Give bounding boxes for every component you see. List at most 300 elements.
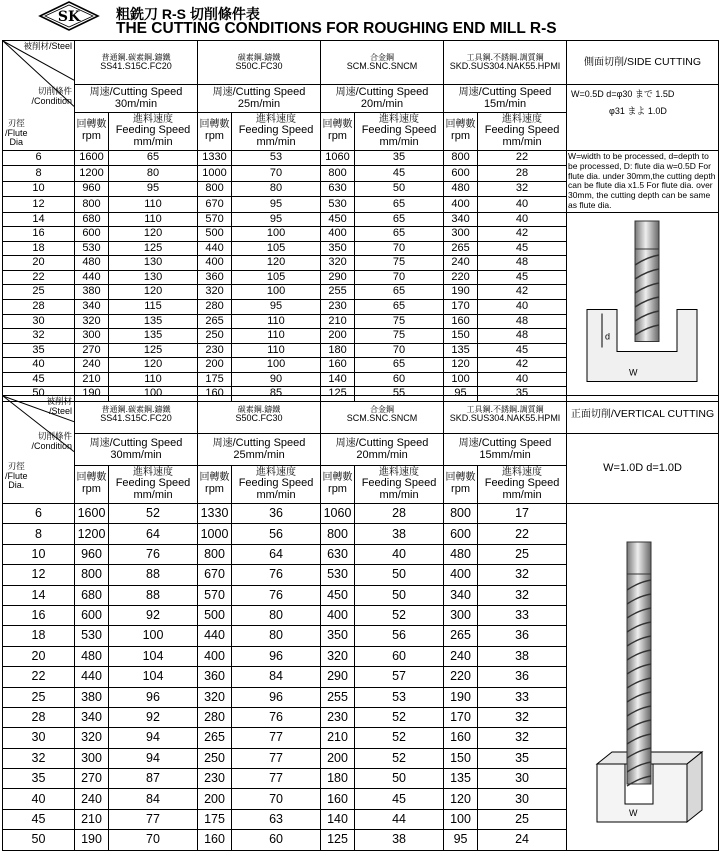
rpm-cell: 190: [444, 285, 478, 300]
rpm-cell: 1600: [75, 504, 109, 524]
rpm-cell: 400: [321, 605, 355, 625]
side-cutting-parameters: W=0.5D d=φ30 まで 1.5D φ31 まよ 1.0D: [567, 85, 719, 151]
flute-dia-label: 刃徑 /Flute Dia: [5, 119, 28, 148]
material-col-4: 工具鋼.不銹鋼.調質鋼 SKD.SUS304.NAK55.HPMI: [444, 396, 567, 434]
feed-cell: 85: [232, 387, 321, 402]
rpm-cell: 270: [75, 343, 109, 358]
feed-cell: 33: [478, 687, 567, 707]
feed-cell: 40: [355, 544, 444, 564]
feed-header: 進料速度 Feeding Speed mm/min: [109, 113, 198, 151]
rpm-cell: 320: [321, 256, 355, 271]
feed-header: 進料速度 Feeding Speed mm/min: [478, 466, 567, 504]
table-row: [3, 151, 719, 166]
feed-cell: 38: [355, 524, 444, 544]
feed-cell: 110: [232, 343, 321, 358]
rpm-cell: 480: [444, 181, 478, 196]
feed-cell: 110: [109, 197, 198, 212]
feed-cell: 32: [478, 565, 567, 585]
feed-cell: 65: [355, 299, 444, 314]
rpm-cell: 160: [321, 789, 355, 809]
feed-cell: 44: [355, 809, 444, 829]
feed-cell: 38: [355, 830, 444, 850]
feed-cell: 45: [478, 241, 567, 256]
feed-cell: 100: [109, 387, 198, 402]
rpm-cell: 250: [198, 748, 232, 768]
feed-cell: 100: [232, 227, 321, 242]
feed-cell: 130: [109, 256, 198, 271]
feed-cell: 77: [109, 809, 198, 829]
flute-dia-cell: 50: [3, 387, 75, 402]
flute-dia-cell: 40: [3, 789, 75, 809]
rpm-cell: 270: [75, 769, 109, 789]
feed-cell: 48: [478, 329, 567, 344]
feed-cell: 105: [232, 241, 321, 256]
feed-cell: 30: [478, 789, 567, 809]
side-cutting-diagram: [567, 213, 717, 402]
feed-cell: 50: [355, 565, 444, 585]
flute-dia-cell: 14: [3, 212, 75, 227]
flute-dia-cell: 20: [3, 256, 75, 271]
rpm-header: 回轉數 rpm: [198, 113, 232, 151]
feed-header: 進料速度 Feeding Speed mm/min: [355, 113, 444, 151]
feed-cell: 120: [109, 358, 198, 373]
material-col-3: 合金鋼 SCM.SNC.SNCM: [321, 396, 444, 434]
rpm-cell: 230: [198, 769, 232, 789]
flute-dia-cell: 45: [3, 372, 75, 387]
feed-cell: 80: [109, 166, 198, 181]
rpm-cell: 300: [75, 329, 109, 344]
feed-cell: 35: [355, 151, 444, 166]
flute-dia-cell: 8: [3, 166, 75, 181]
feed-cell: 35: [478, 748, 567, 768]
feed-cell: 80: [232, 605, 321, 625]
rpm-cell: 320: [321, 646, 355, 666]
speed-col-1: 周速/Cutting Speed 30m/min: [75, 85, 198, 113]
feed-cell: 70: [232, 166, 321, 181]
rpm-cell: 280: [198, 299, 232, 314]
rpm-cell: 320: [75, 314, 109, 329]
rpm-cell: 340: [444, 585, 478, 605]
feed-cell: 28: [478, 166, 567, 181]
rpm-cell: 240: [444, 646, 478, 666]
feed-cell: 36: [232, 504, 321, 524]
rpm-cell: 360: [198, 270, 232, 285]
rpm-cell: 1000: [198, 166, 232, 181]
rpm-cell: 380: [75, 687, 109, 707]
rpm-cell: 200: [198, 358, 232, 373]
feed-cell: 48: [478, 256, 567, 271]
flute-dia-cell: 28: [3, 707, 75, 727]
feed-cell: 75: [355, 314, 444, 329]
rpm-cell: 600: [444, 524, 478, 544]
rpm-cell: 125: [321, 387, 355, 402]
condition-label: 切削條件 /Condition: [31, 87, 72, 106]
rpm-cell: 440: [198, 241, 232, 256]
rpm-cell: 230: [321, 299, 355, 314]
feed-cell: 135: [109, 329, 198, 344]
feed-cell: 77: [232, 769, 321, 789]
rpm-cell: 95: [444, 387, 478, 402]
svg-text:d: d: [605, 331, 611, 342]
rpm-cell: 160: [444, 314, 478, 329]
flute-dia-cell: 25: [3, 285, 75, 300]
vertical-cutting-title: 正面切削/VERTICAL CUTTING: [567, 396, 719, 434]
speed-col-1: 周速/Cutting Speed 30mm/min: [75, 434, 198, 466]
rpm-cell: 570: [198, 212, 232, 227]
rpm-cell: 135: [444, 343, 478, 358]
rpm-cell: 320: [198, 285, 232, 300]
flute-dia-cell: 6: [3, 151, 75, 166]
feed-cell: 30: [478, 769, 567, 789]
feed-cell: 57: [355, 667, 444, 687]
title-chinese: 粗銑刀 R-S 切削條件表: [116, 6, 260, 22]
flute-dia-cell: 12: [3, 565, 75, 585]
feed-cell: 94: [109, 748, 198, 768]
feed-cell: 95: [109, 181, 198, 196]
cutting-depth-note: W=width to be processed, d=depth to be processed, D: flute dia w=0.5D For flute dia. under 30mm,the cutting depth can be flute dia x1.5 For flute dia. over 30mm, the cutting depth can be same as flute dia.: [567, 151, 719, 213]
rpm-cell: 600: [75, 605, 109, 625]
feed-cell: 40: [478, 299, 567, 314]
feed-cell: 33: [478, 605, 567, 625]
flute-dia-cell: 30: [3, 314, 75, 329]
rpm-cell: 350: [321, 241, 355, 256]
vertical-cutting-diagram: [567, 534, 717, 834]
feed-cell: 45: [355, 166, 444, 181]
material-col-4: 工具鋼.不銹鋼.調質鋼 SKD.SUS304.NAK55.HPMI: [444, 41, 567, 85]
steel-label: 被削材/Steel: [23, 41, 72, 52]
material-col-3: 合金鋼 SCM.SNC.SNCM: [321, 41, 444, 85]
feed-cell: 77: [232, 728, 321, 748]
rpm-cell: 1060: [321, 504, 355, 524]
feed-cell: 24: [478, 830, 567, 850]
feed-cell: 70: [355, 270, 444, 285]
feed-cell: 32: [478, 707, 567, 727]
header-corner: [3, 396, 75, 504]
speed-col-4: 周速/Cutting Speed 15m/min: [444, 85, 567, 113]
rpm-cell: 480: [444, 544, 478, 564]
rpm-cell: 800: [75, 565, 109, 585]
feed-cell: 63: [232, 809, 321, 829]
feed-cell: 95: [232, 299, 321, 314]
rpm-cell: 120: [444, 358, 478, 373]
feed-cell: 64: [109, 524, 198, 544]
feed-cell: 17: [478, 504, 567, 524]
feed-cell: 55: [355, 387, 444, 402]
rpm-cell: 175: [198, 372, 232, 387]
rpm-header: 回轉數 rpm: [321, 466, 355, 504]
rpm-cell: 230: [321, 707, 355, 727]
svg-text:W: W: [629, 808, 638, 818]
feed-cell: 50: [355, 585, 444, 605]
rpm-cell: 400: [444, 565, 478, 585]
feed-cell: 75: [355, 329, 444, 344]
rpm-cell: 200: [321, 329, 355, 344]
rpm-cell: 160: [198, 830, 232, 850]
rpm-cell: 800: [321, 166, 355, 181]
feed-cell: 105: [232, 270, 321, 285]
page-header: [0, 0, 700, 40]
feed-cell: 28: [355, 504, 444, 524]
rpm-cell: 530: [75, 626, 109, 646]
sk-logo: [38, 1, 100, 31]
rpm-cell: 960: [75, 181, 109, 196]
rpm-cell: 190: [75, 387, 109, 402]
header-corner: [3, 41, 75, 151]
feed-header: 進料速度 Feeding Speed mm/min: [232, 466, 321, 504]
feed-cell: 36: [478, 667, 567, 687]
feed-cell: 110: [232, 329, 321, 344]
flute-dia-cell: 10: [3, 181, 75, 196]
feed-cell: 76: [232, 707, 321, 727]
rpm-cell: 440: [198, 626, 232, 646]
feed-cell: 22: [478, 151, 567, 166]
flute-dia-cell: 6: [3, 504, 75, 524]
rpm-cell: 1000: [198, 524, 232, 544]
feed-cell: 42: [478, 285, 567, 300]
rpm-cell: 600: [75, 227, 109, 242]
rpm-cell: 220: [444, 270, 478, 285]
rpm-cell: 1330: [198, 504, 232, 524]
feed-cell: 100: [232, 358, 321, 373]
rpm-cell: 340: [444, 212, 478, 227]
feed-cell: 36: [478, 626, 567, 646]
flute-dia-cell: 35: [3, 343, 75, 358]
feed-cell: 50: [355, 769, 444, 789]
feed-cell: 40: [478, 372, 567, 387]
flute-dia-cell: 14: [3, 585, 75, 605]
rpm-cell: 150: [444, 329, 478, 344]
flute-dia-cell: 32: [3, 329, 75, 344]
rpm-cell: 450: [321, 212, 355, 227]
feed-cell: 76: [232, 585, 321, 605]
rpm-cell: 670: [198, 565, 232, 585]
rpm-cell: 265: [444, 241, 478, 256]
rpm-cell: 800: [444, 504, 478, 524]
feed-cell: 42: [478, 227, 567, 242]
rpm-cell: 210: [321, 728, 355, 748]
rpm-cell: 190: [444, 687, 478, 707]
svg-text:W: W: [629, 367, 638, 378]
flute-dia-cell: 40: [3, 358, 75, 373]
rpm-cell: 160: [444, 728, 478, 748]
rpm-cell: 250: [198, 329, 232, 344]
feed-cell: 35: [478, 387, 567, 402]
rpm-cell: 480: [75, 256, 109, 271]
rpm-cell: 265: [198, 728, 232, 748]
rpm-cell: 600: [444, 166, 478, 181]
feed-cell: 110: [109, 212, 198, 227]
speed-col-2: 周速/Cutting Speed 25m/min: [198, 85, 321, 113]
material-col-1: 普通鋼.碳素鋼.鑄鐵 SS41.S15C.FC20: [75, 41, 198, 85]
feed-cell: 60: [355, 372, 444, 387]
feed-cell: 53: [355, 687, 444, 707]
flute-dia-cell: 12: [3, 197, 75, 212]
flute-dia-cell: 16: [3, 605, 75, 625]
table-row: [3, 212, 719, 227]
rpm-cell: 265: [198, 314, 232, 329]
rpm-cell: 680: [75, 585, 109, 605]
feed-cell: 32: [478, 181, 567, 196]
feed-cell: 88: [109, 565, 198, 585]
flute-dia-cell: 8: [3, 524, 75, 544]
title-english: THE CUTTING CONDITIONS FOR ROUGHING END MILL R-S: [116, 20, 557, 37]
feed-cell: 120: [109, 285, 198, 300]
feed-cell: 77: [232, 748, 321, 768]
feed-cell: 22: [478, 524, 567, 544]
rpm-cell: 400: [321, 227, 355, 242]
rpm-cell: 440: [75, 270, 109, 285]
rpm-cell: 400: [198, 646, 232, 666]
rpm-cell: 670: [198, 197, 232, 212]
rpm-cell: 630: [321, 181, 355, 196]
side-cutting-title: 側面切削/SIDE CUTTING: [567, 41, 719, 85]
feed-cell: 65: [355, 197, 444, 212]
rpm-cell: 170: [444, 707, 478, 727]
speed-col-3: 周速/Cutting Speed 20m/min: [321, 85, 444, 113]
rpm-cell: 350: [321, 626, 355, 646]
rpm-cell: 440: [75, 667, 109, 687]
rpm-cell: 800: [198, 181, 232, 196]
feed-header: 進料速度 Feeding Speed mm/min: [109, 466, 198, 504]
feed-cell: 42: [478, 358, 567, 373]
flute-dia-cell: 30: [3, 728, 75, 748]
feed-cell: 70: [355, 343, 444, 358]
feed-cell: 64: [232, 544, 321, 564]
rpm-cell: 210: [321, 314, 355, 329]
rpm-cell: 175: [198, 809, 232, 829]
feed-cell: 90: [232, 372, 321, 387]
speed-col-3: 周速/Cutting Speed 20mm/min: [321, 434, 444, 466]
feed-cell: 52: [355, 748, 444, 768]
feed-cell: 130: [109, 270, 198, 285]
rpm-cell: 180: [321, 769, 355, 789]
feed-cell: 70: [355, 241, 444, 256]
rpm-cell: 100: [444, 372, 478, 387]
feed-cell: 84: [109, 789, 198, 809]
rpm-cell: 290: [321, 270, 355, 285]
feed-cell: 76: [232, 565, 321, 585]
feed-cell: 65: [355, 358, 444, 373]
rpm-cell: 680: [75, 212, 109, 227]
feed-header: 進料速度 Feeding Speed mm/min: [355, 466, 444, 504]
feed-cell: 80: [232, 181, 321, 196]
flute-dia-cell: 20: [3, 646, 75, 666]
feed-cell: 70: [109, 830, 198, 850]
flute-dia-cell: 32: [3, 748, 75, 768]
feed-cell: 104: [109, 646, 198, 666]
rpm-cell: 530: [321, 197, 355, 212]
material-col-2: 碳素鋼.鑄鐵 S50C.FC30: [198, 41, 321, 85]
feed-cell: 45: [355, 789, 444, 809]
feed-cell: 135: [109, 314, 198, 329]
feed-cell: 56: [355, 626, 444, 646]
feed-cell: 84: [232, 667, 321, 687]
feed-cell: 125: [109, 343, 198, 358]
rpm-cell: 480: [75, 646, 109, 666]
rpm-cell: 800: [321, 524, 355, 544]
material-col-2: 碳素鋼.鑄鐵 S50C.FC30: [198, 396, 321, 434]
rpm-cell: 135: [444, 769, 478, 789]
svg-text:SK: SK: [57, 9, 81, 25]
feed-cell: 40: [478, 197, 567, 212]
feed-cell: 110: [109, 372, 198, 387]
flute-dia-cell: 18: [3, 241, 75, 256]
rpm-cell: 360: [198, 667, 232, 687]
rpm-cell: 300: [444, 605, 478, 625]
rpm-cell: 570: [198, 585, 232, 605]
rpm-cell: 240: [75, 358, 109, 373]
rpm-cell: 265: [444, 626, 478, 646]
rpm-cell: 800: [444, 151, 478, 166]
rpm-cell: 800: [75, 197, 109, 212]
flute-dia-cell: 10: [3, 544, 75, 564]
feed-cell: 87: [109, 769, 198, 789]
feed-cell: 96: [232, 687, 321, 707]
feed-header: 進料速度 Feeding Speed mm/min: [232, 113, 321, 151]
feed-cell: 60: [355, 646, 444, 666]
rpm-cell: 500: [198, 227, 232, 242]
rpm-cell: 100: [444, 809, 478, 829]
feed-cell: 60: [232, 830, 321, 850]
rpm-cell: 180: [321, 343, 355, 358]
feed-cell: 75: [355, 256, 444, 271]
flute-dia-cell: 18: [3, 626, 75, 646]
rpm-header: 回轉數 rpm: [321, 113, 355, 151]
feed-cell: 88: [109, 585, 198, 605]
condition-label: 切削條件 /Condition: [31, 432, 72, 451]
feed-cell: 80: [232, 626, 321, 646]
rpm-cell: 95: [444, 830, 478, 850]
rpm-cell: 120: [444, 789, 478, 809]
rpm-cell: 340: [75, 299, 109, 314]
steel-label: 被削材 /Steel: [46, 397, 72, 416]
rpm-cell: 320: [75, 728, 109, 748]
flute-dia-cell: 35: [3, 769, 75, 789]
feed-cell: 95: [232, 212, 321, 227]
rpm-cell: 280: [198, 707, 232, 727]
rpm-cell: 200: [198, 789, 232, 809]
feed-cell: 48: [478, 314, 567, 329]
flute-dia-cell: 50: [3, 830, 75, 850]
feed-cell: 38: [478, 646, 567, 666]
feed-cell: 65: [109, 151, 198, 166]
rpm-cell: 150: [444, 748, 478, 768]
vertical-cutting-parameters: W=1.0D d=1.0D: [567, 434, 719, 504]
rpm-header: 回轉數 rpm: [444, 113, 478, 151]
table-row: [3, 504, 719, 524]
side-cutting-table: [2, 40, 719, 402]
feed-cell: 50: [355, 181, 444, 196]
feed-cell: 125: [109, 241, 198, 256]
rpm-cell: 190: [75, 830, 109, 850]
rpm-cell: 800: [198, 544, 232, 564]
feed-cell: 52: [109, 504, 198, 524]
rpm-cell: 1200: [75, 166, 109, 181]
feed-cell: 92: [109, 605, 198, 625]
feed-cell: 65: [355, 212, 444, 227]
feed-cell: 104: [109, 667, 198, 687]
rpm-cell: 530: [321, 565, 355, 585]
feed-cell: 110: [232, 314, 321, 329]
feed-cell: 95: [232, 197, 321, 212]
rpm-header: 回轉數 rpm: [75, 113, 109, 151]
rpm-cell: 300: [75, 748, 109, 768]
rpm-cell: 255: [321, 285, 355, 300]
feed-cell: 92: [109, 707, 198, 727]
flute-dia-cell: 28: [3, 299, 75, 314]
feed-header: 進料速度 Feeding Speed mm/min: [478, 113, 567, 151]
rpm-cell: 1060: [321, 151, 355, 166]
